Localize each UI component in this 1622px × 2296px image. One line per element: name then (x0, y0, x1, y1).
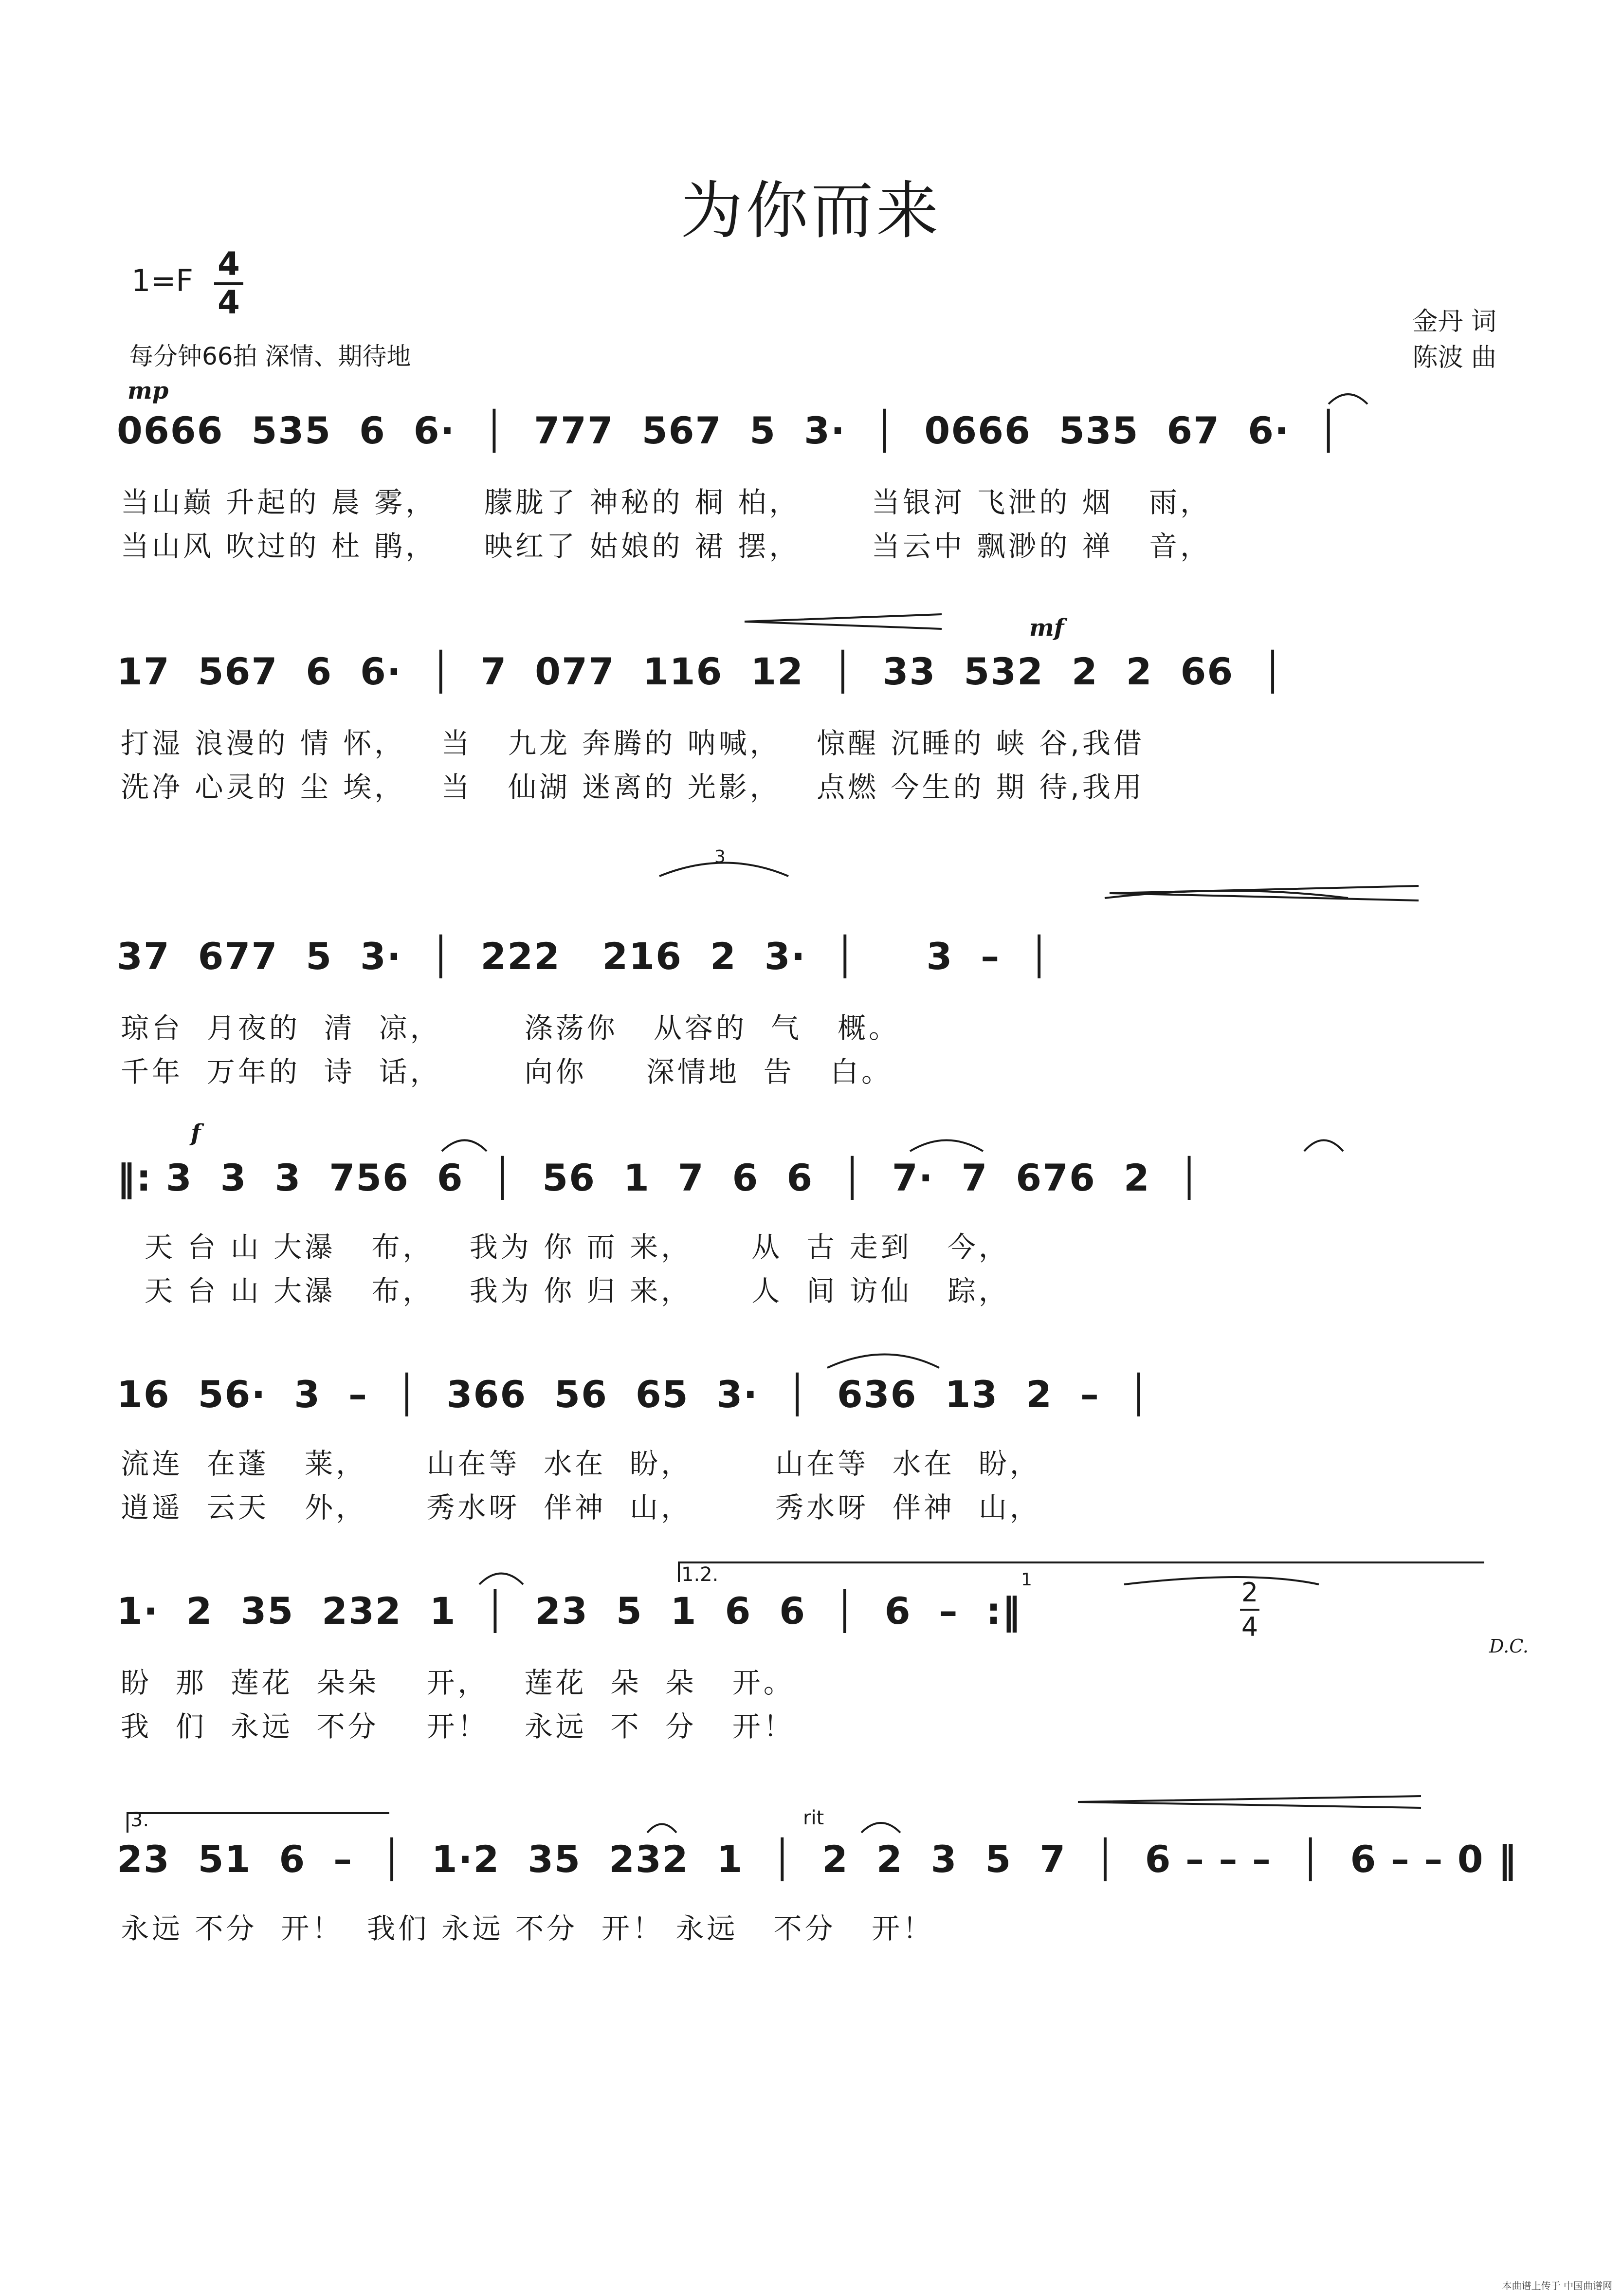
lyric-row-6-verse-1: 盼 那 莲花 朵朵 开， 莲花 朵 朵 开。 (121, 1666, 795, 1699)
slur-1 (1329, 394, 1367, 404)
lyric-row-5-verse-1: 流连 在蓬 莱， 山在等 水在 盼， 山在等 水在 盼， (121, 1447, 1041, 1480)
lyric-row-2-verse-1: 打湿 浪漫的 情 怀， 当 九龙 奔腾的 呐喊， 惊醒 沉睡的 峡 谷,我借 (121, 727, 1145, 760)
lyric-row-5-verse-2: 逍遥 云天 外， 秀水呀 伴神 山， 秀水呀 伴神 山， (121, 1491, 1041, 1524)
volta-bracket-1-2 (679, 1562, 1484, 1582)
lyric-row-4-verse-2: 天 台 山 大瀑 布， 我为 你 归 来， 人 间 访仙 踪， (121, 1274, 1010, 1307)
dynamic-mp: mp (128, 377, 169, 404)
footer-watermark: 本曲谱上传于 中国曲谱网 (1502, 2280, 1612, 2292)
song-title: 为你而来 (680, 175, 942, 247)
lyric-row-2-verse-2: 洗净 心灵的 尘 埃， 当 仙湖 迷离的 光影， 点燃 今生的 期 待,我用 (121, 771, 1145, 804)
composer-credit: 陈波 曲 (1412, 343, 1496, 372)
meter-top: 4 (218, 245, 240, 283)
notation-row-5: 16 56· 3 – │ 366 56 65 3· │ 636 13 2 – │ (117, 1373, 1151, 1416)
notation-row-4: ‖: 3 3 3 756 6 │ 56 1 7 6 6 │ 7· 7 676 2 │ (117, 1156, 1202, 1199)
grace-note: 1 (1021, 1570, 1032, 1590)
lyric-row-1-verse-2: 当山风 吹过的 杜 鹃， 映红了 姑娘的 裙 摆， 当云中 飘渺的 禅 音， (121, 530, 1212, 563)
notation-row-7: 23 51 6 – │ 1·2 35 232 1 │ 2 2 3 5 7 │ 6 – – – │ 6 – – 0 ‖ (117, 1837, 1518, 1881)
lyric-row-3-verse-2: 千年 万年的 诗 话， 向你 深情地 告 白。 (121, 1055, 893, 1088)
slur-3 (442, 1140, 487, 1152)
lyric-row-4-verse-1: 天 台 山 大瀑 布， 我为 你 而 来， 从 古 走到 今， (121, 1231, 1010, 1264)
volta-1-2: 1.2. (681, 1563, 719, 1586)
meter-bottom: 4 (218, 284, 240, 321)
lyric-row-3-verse-1: 琼台 月夜的 清 凉， 涤荡你 从容的 气 概。 (121, 1011, 900, 1045)
lyric-row-1-verse-1: 当山巅 升起的 晨 雾， 朦胧了 神秘的 桐 柏， 当银河 飞泄的 烟 雨， (121, 486, 1212, 519)
lyric-row-7: 永远 不分 开！ 我们 永远 不分 开！ 永远 不分 开！ (121, 1912, 934, 1945)
slur-9 (647, 1824, 676, 1833)
slur-5 (1304, 1140, 1343, 1152)
slur-10 (861, 1823, 900, 1833)
dynamic-mf: mf (1029, 614, 1064, 642)
slur-7 (479, 1574, 523, 1585)
volta-3: 3. (130, 1809, 149, 1831)
tempo-marking: 每分钟66拍 深情、期待地 (129, 342, 411, 370)
time-signature-2-4: 2 4 (1240, 1577, 1259, 1642)
lyricist-credit: 金丹 词 (1412, 307, 1496, 336)
lyric-row-6-verse-2: 我 们 永远 不分 开！ 永远 不 分 开！ (121, 1710, 795, 1743)
key-signature: 1=F (131, 263, 194, 298)
notation-row-1: 0666 535 6 6· │ 777 567 5 3· │ 0666 535 67 6· │ (117, 409, 1341, 452)
slur-6 (827, 1355, 939, 1368)
volta-bracket-3 (128, 1813, 389, 1833)
slur-4 (910, 1140, 983, 1152)
ritardando-mark: rit (803, 1807, 824, 1829)
crescendo-hairpin-1 (745, 614, 942, 629)
slur-8 (1124, 1577, 1319, 1584)
dynamic-f: f (191, 1120, 201, 1147)
triplet-mark: 3 (714, 847, 726, 867)
triplet-slur (659, 863, 788, 877)
notation-row-6: 1· 2 35 232 1 │ 23 5 1 6 6 │ 6 – :‖ (117, 1589, 1021, 1633)
dc-mark: D.C. (1489, 1635, 1529, 1657)
crescendo-hairpin-3 (1078, 1796, 1421, 1808)
notation-row-3: 37 677 5 3· │ 222 216 2 3· │ 3 – │ (117, 935, 1051, 978)
notation-row-2: 17 567 6 6· │ 7 077 116 12 │ 33 532 2 2 66 │ (117, 650, 1285, 693)
